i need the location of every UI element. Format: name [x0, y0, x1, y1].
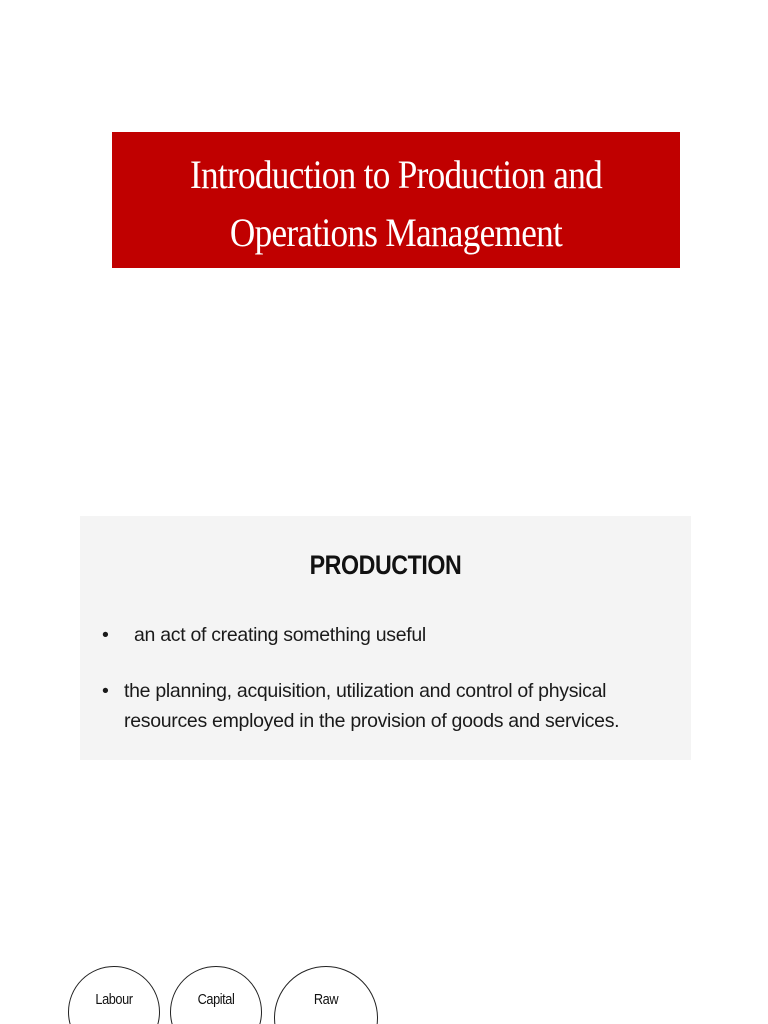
production-heading: PRODUCTION [309, 550, 462, 580]
title-line-1: Introduction to Production and [190, 152, 602, 197]
title-banner [112, 132, 680, 268]
bullet-text: an act of creating something useful [134, 624, 426, 646]
bullet-text-line-1: the planning, acquisition, utilization and control of physical [124, 680, 607, 702]
capital-circle [170, 966, 262, 1024]
labour-label: Labour [95, 991, 133, 1008]
raw-materials-circle [274, 966, 378, 1024]
bullet-item-planning [102, 676, 619, 736]
title-line-2: Operations Management [229, 210, 563, 255]
bullet-text-line-2: resources employed in the provision of goods and services. [124, 710, 620, 732]
production-slide [80, 516, 691, 760]
capital-label: Capital [197, 991, 235, 1008]
labour-circle [68, 966, 160, 1024]
bullet-marker: • [102, 680, 109, 702]
raw-label: Raw [313, 991, 339, 1008]
bullet-marker: • [102, 624, 109, 646]
bullet-item-definition [102, 620, 426, 650]
